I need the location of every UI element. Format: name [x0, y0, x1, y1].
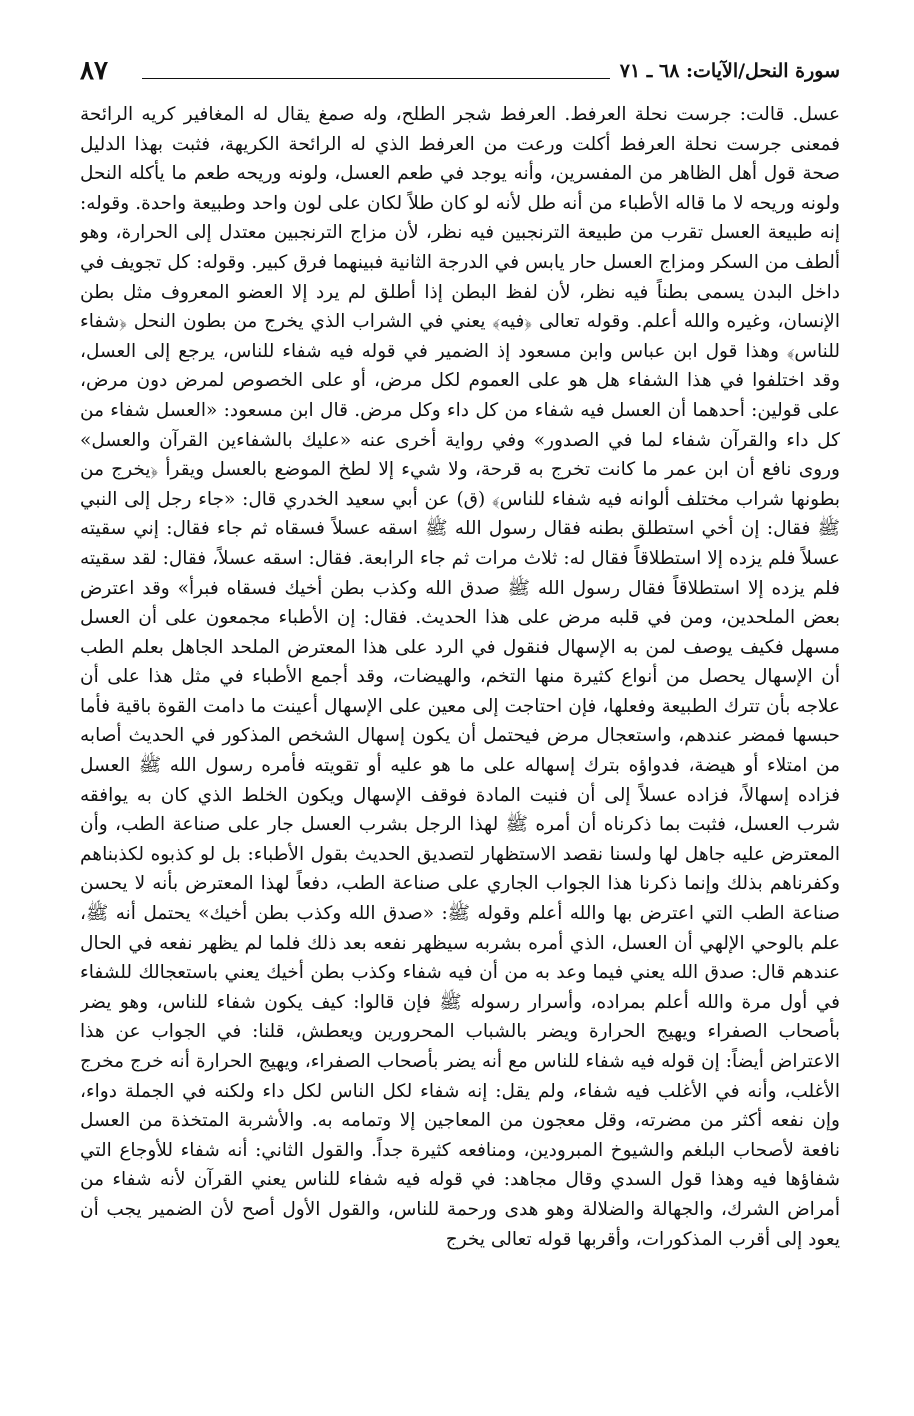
header-rule: [142, 78, 610, 79]
body-paragraph: عسل. قالت: جرست نحلة العرفط. العرفط شجر الطلح، وله صمغ يقال له المغافير كريه الرائحة فمعنى جرست نحلة العرفط أكلت ورعت من العرفط الذي له الرائحة الكريهة، فثبت بهذا الدليل صحة قول أهل الظاهر من المفسرين، وأنه يوجد في طعم العسل، ولونه وريحه طعم ما يأكله النحل ولونه وريحه لا ما قاله الأطباء من أنه طل لأنه لو كان طلاً لكان على لون واحد وطبيعة واحدة. وقوله: إنه طبيعة العسل تقرب من طبيعة الترنجبين فيه نظر، لأن مزاج الترنجبين معتدل إلى الحرارة، وهو ألطف من السكر ومزاج العسل حار يابس في الدرجة الثانية فبينهما فرق كبير. وقوله: كل تجويف في داخل البدن يسمى بطناً فيه نظر، لأن لفظ البطن إذا أطلق لم يرد إلا العضو المعروف مثل بطن الإنسان، وغيره والله أعلم. وقوله تعالى ﴿فيه﴾ يعني في الشراب الذي يخرج من بطون النحل ﴿شفاء للناس﴾ وهذا قول ابن عباس وابن مسعود إذ الضمير في قوله فيه شفاء للناس، يرجع إلى العسل، وقد اختلفوا في هذا الشفاء هل هو على العموم لكل مرض، أو على الخصوص لمرض دون مرض، على قولين: أحدهما أن العسل فيه شفاء من كل داء وكل مرض. قال ابن مسعود: «العسل شفاء من كل داء والقرآن شفاء لما في الصدور» وفي رواية أخرى عنه «عليك بالشفاءين القرآن والعسل» وروى نافع أن ابن عمر ما كانت تخرج به قرحة، ولا شيء إلا لطخ الموضع بالعسل ويقرأ ﴿يخرج من بطونها شراب مختلف ألوانه فيه شفاء للناس﴾ (ق) عن أبي سعيد الخدري قال: «جاء رجل إلى النبي ﷺ فقال: إن أخي استطلق بطنه فقال رسول الله ﷺ اسقه عسلاً فسقاه ثم جاء فقال: إني سقيته عسلاً فلم يزده إلا استطلاقاً فقال له: ثلاث مرات ثم جاء الرابعة. فقال: اسقه عسلاً، فقال: لقد سقيته فلم يزده إلا استطلاقاً فقال رسول الله ﷺ صدق الله وكذب بطن أخيك فسقاه فبرأ» وقد اعترض بعض الملحدين، ومن في قلبه مرض على هذا الحديث. فقال: إن الأطباء مجمعون على أن العسل مسهل فكيف يوصف لمن به الإسهال فنقول في الرد على هذا المعترض الملحد الجاهل بعلم الطب أن الإسهال يحصل من أنواع كثيرة منها التخم، والهيضات، وقد أجمع الأطباء في مثل هذا على أن علاجه بأن تترك الطبيعة وفعلها، فإن احتاجت إلى معين على الإسهال أعينت ما دامت القوة باقية فأما حبسها فمضر عندهم، واستعجال مرض فيحتمل أن يكون إسهال الشخص المذكور في الحديث أصابه من امتلاء أو هيضة، فدواؤه بترك إسهاله على ما هو عليه أو تقويته فأمره رسول الله ﷺ العسل فزاده إسهالاً، فزاده عسلاً إلى أن فنيت المادة فوقف الإسهال ويكون الخلط الذي كان به يوافقه شرب العسل، فثبت بما ذكرناه أن أمره ﷺ لهذا الرجل بشرب العسل جار على صناعة الطب، وأن المعترض عليه جاهل لها ولسنا نقصد الاستظهار لتصديق الحديث بقول الأطباء: بل لو كذبوه لكذبناهم وكفرناهم بذلك وإنما ذكرنا هذا الجواب الجاري على صناعة الطب، دفعاً لهذا المعترض بأنه لا يحسن صناعة الطب التي اعترض بها والله أعلم وقوله ﷺ: «صدق الله وكذب بطن أخيك» يحتمل أنه ﷺ، علم بالوحي الإلهي أن العسل، الذي أمره بشربه سيظهر نفعه بعد ذلك فلما لم يظهر نفعه في الحال عندهم قال: صدق الله يعني فيما وعد به من أن فيه شفاء وكذب بطن أخيك يعني باستعجالك للشفاء في أول مرة والله أعلم بمراده، وأسرار رسوله ﷺ فإن قالوا: كيف يكون شفاء للناس، وهو يضر بأصحاب الصفراء ويهيج الحرارة ويضر بالشباب المحرورين ويعطش، قلنا: في الجواب عن هذا الاعتراض أيضاً: إن قوله فيه شفاء للناس مع أنه يضر بأصحاب الصفراء، ويهيج الحرارة أنه خرج مخرج الأغلب، وأنه في الأغلب فيه شفاء، ولم يقل: إنه شفاء لكل الناس لكل داء ولكنه في الجملة دواء، وإن نفعه أكثر من مضرته، وقل معجون من المعاجين إلا وتمامه به. والأشربة المتخذة من العسل نافعة لأصحاب البلغم والشيوخ المبرودين، ومنافعه كثيرة جداً. والقول الثاني: أنه شفاء للأوجاع التي شفاؤها فيه وهذا قول السدي وقال مجاهد: في قوله فيه شفاء للناس يعني القرآن لأنه شفاء من أمراض الشرك، والجهالة والضلالة وهو هدى ورحمة للناس، والقول الأول أصح لأن الضمير يجب أن يعود إلى أقرب المذكورات، وأقربها قوله تعالى يخرج: [80, 104, 840, 1250]
page-number: ٨٧: [80, 56, 108, 86]
running-title: سورة النحل/الآيات: ٦٨ ـ ٧١: [619, 60, 840, 82]
body-text: [80, 100, 840, 1320]
page-header: [80, 56, 840, 92]
